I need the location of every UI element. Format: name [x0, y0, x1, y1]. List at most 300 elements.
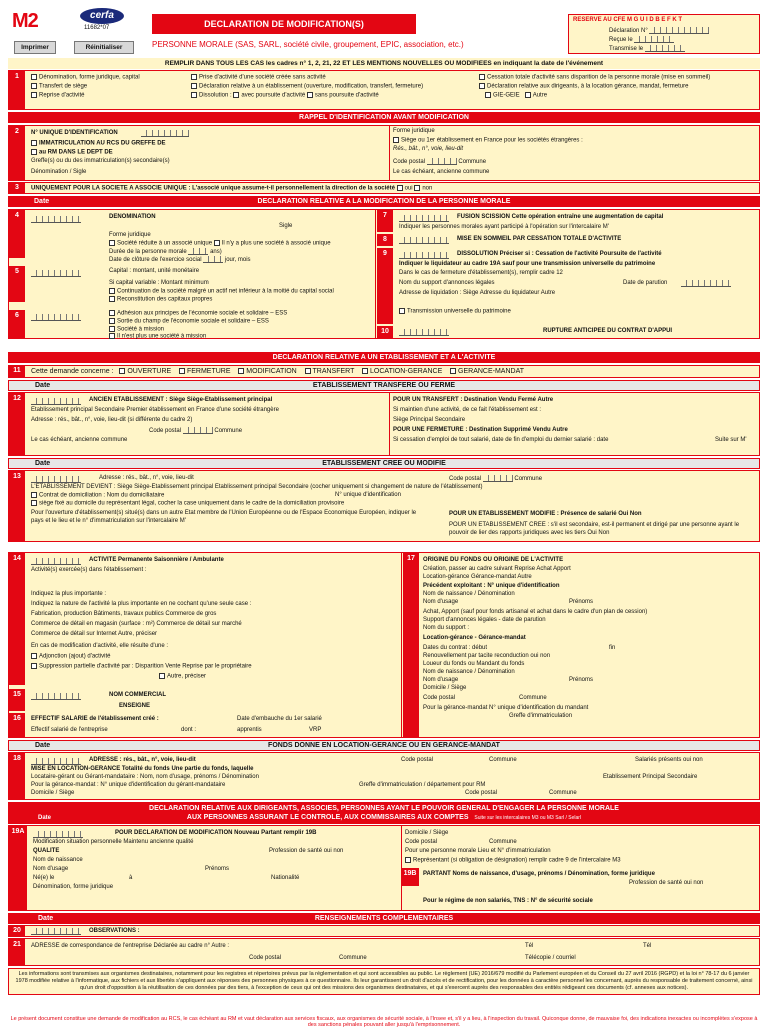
siege-label: Siège ou 1er établissement en France pour les sociétés étrangères : [401, 137, 583, 144]
dirigeants-bar [8, 802, 760, 824]
sec14-date-field[interactable] [31, 558, 81, 565]
sec5-date-field[interactable] [31, 270, 81, 277]
renseignements-bar-title: RENSEIGNEMENTS COMPLEMENTAIRES [314, 915, 454, 922]
section-21 [8, 938, 760, 966]
reconstitution-row [109, 296, 212, 303]
origine-fonds-label: ORIGINE DU FONDS OU ORIGINE DE L'ACTIVITE [423, 557, 564, 563]
plus-importante-label: Indiquez la plus importante : [31, 591, 107, 597]
section-12 [8, 392, 760, 456]
contrat-fin-label: fin [609, 645, 616, 651]
checkbox[interactable] [405, 857, 411, 863]
checkbox[interactable] [31, 663, 37, 669]
duree-label: Durée de la personne morale [109, 249, 187, 255]
renseignements-bar [8, 913, 760, 924]
suite-m-label: Suite sur M' [715, 437, 747, 443]
nom-naissance-label: Nom de naissance [33, 857, 83, 863]
no-mission-label: Il n'est plus une société à mission [117, 333, 207, 340]
domiciliation-label: Contrat de domiciliation : Nom du domiciliataire [39, 492, 165, 499]
section-number: 14 [9, 553, 25, 685]
section-number: 6 [9, 310, 25, 338]
etab-modifie-salarie: POUR UN ETABLISSEMENT MODIFIE : Présence de salarié Oui Non [449, 511, 642, 517]
rupture-label: RUPTURE ANTICIPEE DU CONTRAT D'APPUI [543, 328, 673, 334]
checkbox[interactable] [362, 368, 368, 374]
dirigeants-bar-line2 [8, 813, 760, 823]
checkbox[interactable] [109, 333, 115, 339]
fermeture-dest-label: POUR UNE FERMETURE : Destination Supprimé Vendu Autre [393, 427, 568, 433]
sec1-option-label: Prise d'activité d'une société créée sans activité [199, 74, 326, 81]
corr-cp-label: Code postal [249, 955, 282, 961]
oui-label: oui [404, 185, 413, 192]
sec6-date-field[interactable] [31, 314, 81, 321]
capital-label: Capital : montant, unité monétaire [109, 268, 200, 274]
nouvelle-adresse-label: Adresse : rés., bât., n°, voie, lieu-dit [99, 475, 194, 481]
nature-activite-label: Indiquez la nature de l'activité la plus importante en ne cochant qu'une seule case : [31, 601, 252, 607]
apprentis-label: apprentis [237, 727, 262, 733]
support-parution-label: Support d'annonces légales - date de parution [423, 617, 546, 623]
checkbox[interactable] [479, 83, 485, 89]
cerfa-logo: cerfa [80, 8, 124, 24]
form-title: DECLARATION DE MODIFICATION(S) [152, 14, 416, 34]
lg-bar [8, 740, 760, 751]
lg-cp-label: Code postal [401, 757, 434, 763]
checkbox[interactable] [485, 92, 491, 98]
cfe-transmitted-field[interactable] [645, 45, 685, 52]
mission-label: Société à mission [117, 326, 165, 333]
etab-bar: DECLARATION RELATIVE A UN ETABLISSEMENT ET A L'ACTIVITE [8, 352, 760, 363]
fusion-note: Indiquer les personnes morales ayant participé à l'opération sur l'intercalaire M' [399, 224, 609, 230]
activite-label: ACTIVITE Permanente Saisonnière / Ambulante [89, 557, 224, 563]
checkbox[interactable] [31, 500, 37, 506]
lg-bar-date: Date [35, 742, 51, 749]
cree-bar-date: Date [35, 460, 51, 467]
ess-adhesion-label: Adhésion aux principes de l'économie sociale et solidaire – ESS [117, 310, 288, 317]
salaries-presents-label: Salariés présents oui non [635, 757, 703, 763]
mission-row [109, 326, 164, 333]
adjonction-row [31, 653, 111, 660]
modif-bar-title: DECLARATION RELATIVE A LA MODIFICATION DE LA PERSONNE MORALE [257, 198, 511, 205]
loueur-cp-label: Code postal [423, 695, 456, 701]
rcs-label [31, 140, 166, 147]
checkbox[interactable] [109, 288, 115, 294]
notice-top: REMPLIR DANS TOUS LES CAS les cadres n° 1, 2, 21, 22 ET LES MENTIONS NOUVELLES OU MODIFIEES en indiquant la date de l'événement [8, 58, 760, 69]
sec1-option-1[interactable] [31, 74, 140, 81]
nom-usage-label: Nom d'usage [423, 599, 459, 605]
sec8-date-field[interactable] [399, 237, 449, 244]
mandant-greffe-label: Greffe d'immatriculation [509, 713, 573, 719]
partant-sante-label: Profession de santé oui non [629, 880, 704, 886]
tup-row [399, 308, 511, 315]
section-number: 12 [9, 393, 25, 455]
section-18 [8, 752, 760, 800]
domiciliation-row [31, 492, 164, 499]
mandant-id-label: Pour la gérance-mandat N° unique d'identification du mandant [423, 705, 589, 711]
vrp-label: VRP [309, 727, 322, 733]
nature-row-3: Commerce de détail sur Internet Autre, préciser [31, 631, 158, 637]
checkbox[interactable] [109, 310, 115, 316]
capital-variable-label: Si capital variable : Montant minimum [109, 280, 209, 286]
dir-commune-label: Commune [489, 839, 517, 845]
ess-sortie-row [109, 318, 269, 325]
activites-exercees-label: Activité(s) exercée(s) dans l'établissement : [31, 567, 147, 573]
loueur-usage-label: Nom d'usage [423, 677, 459, 683]
maintien-type-row: Siège Principal Secondaire [393, 417, 466, 423]
associe-unique-question: UNIQUEMENT POUR LA SOCIETE A ASSOCIE UNIQUE : L'associé unique assume-t-il personnellement la direction de la société [31, 185, 395, 192]
cree-bar [8, 458, 760, 469]
siege-domicile-label: siège fixé au domicile du représentant légal, cocher la case uniquement dans le cadre de la domiciliation provisoire [39, 500, 345, 507]
section-number: 1 [9, 71, 25, 109]
checkbox[interactable] [109, 296, 115, 302]
partant-label: PARTANT Noms de naissance, d'usage, prénoms / Dénomination, forme juridique [423, 871, 655, 877]
cfe-received-field[interactable] [634, 36, 674, 43]
checkbox[interactable] [191, 92, 197, 98]
liquidateur-label: Indiquer le liquidateur au cadre 19A sauf pour une transmission universelle du patrimoine [399, 261, 656, 267]
renseignements-bar-date: Date [38, 915, 54, 922]
plus-associe-unique-label: Il n'y a plus une société à associé unique [221, 240, 331, 247]
transfert-bar-title: ETABLISSEMENT TRANSFERE OU FERME [312, 382, 456, 389]
checkbox[interactable] [159, 673, 165, 679]
checkbox[interactable] [399, 308, 405, 314]
form-code: M2 [12, 10, 38, 32]
jour-mois-label: jour, mois [224, 257, 251, 263]
sec1-option-label: Reprise d'activité [39, 92, 85, 99]
cfe-declaration-field[interactable] [649, 27, 709, 34]
parution-date-field[interactable] [681, 280, 731, 287]
fermeture-etab-label: Dans le cas de fermeture d'établissement(s), remplir cadre 12 [399, 270, 563, 276]
siege-domicile-row [31, 500, 344, 507]
checkbox[interactable] [305, 368, 311, 374]
checkbox[interactable] [479, 74, 485, 80]
checkbox[interactable] [109, 318, 115, 324]
cfe-heading: RESERVE AU CFE M G U I D B E F K T [573, 17, 683, 23]
loueur-commune-label: Commune [519, 695, 547, 701]
section-11 [8, 365, 760, 378]
checkbox[interactable] [31, 140, 37, 146]
unique-id-label: N° UNIQUE D'IDENTIFICATION [31, 130, 118, 136]
sec7-date-field[interactable] [399, 215, 449, 222]
print-button[interactable]: Imprimer [14, 41, 56, 54]
sec1-option-label: Dénomination, forme juridique, capital [39, 74, 140, 81]
checkbox[interactable] [393, 137, 399, 143]
non-label: non [422, 185, 433, 192]
dirigeants-bar-date: Date [38, 815, 52, 821]
section-number: 13 [9, 471, 25, 541]
suppression-label: Suppression partielle d'activité par : Disparition Vente Reprise par le propriétaire [39, 663, 252, 670]
cloture-row [109, 256, 251, 263]
cree-bar-title: ETABLISSEMENT CREE OU MODIFIE [322, 460, 446, 467]
code-postal-field[interactable] [427, 158, 457, 165]
dirigeants-suite: Suite sur les intercalaires M3 ou M3 Sarl / Selarl [474, 815, 582, 821]
denom-forme-label: Dénomination, forme juridique [33, 884, 114, 890]
code-postal-label: Code postal [449, 476, 482, 482]
nom-naissance-label: Nom de naissance / Dénomination [423, 591, 515, 597]
code-postal-row [393, 158, 486, 165]
checkbox[interactable] [238, 368, 244, 374]
dissolution-option: sans poursuite d'activité [314, 92, 379, 99]
sec1-option-gie[interactable] [485, 92, 547, 99]
sec1-option-8[interactable] [479, 83, 688, 90]
form-subtitle: PERSONNE MORALE (SAS, SARL, société civile, groupement, EPIC, association, etc.) [152, 40, 464, 49]
gm-greffe-label: Greffe d'immatriculation / département pour RM [359, 782, 486, 788]
section-number: 2 [9, 126, 25, 180]
ne-a-label: à [129, 875, 133, 881]
cloture-field[interactable] [203, 256, 223, 263]
page-break [8, 544, 760, 552]
section-number: 11 [9, 366, 25, 377]
origine-row-2: Location-gérance Gérance-mandat Autre [423, 574, 532, 580]
section-number: 15 [9, 689, 25, 711]
modif-activite-label: En cas de modification d'activité, elle résulte d'une : [31, 643, 169, 649]
sec20-date-field[interactable] [31, 928, 81, 935]
contrat-debut-label: Dates du contrat : début [423, 645, 488, 651]
code-postal-label: Code postal [393, 159, 426, 165]
lg-bar-title: FONDS DONNE EN LOCATION-GERANCE OU EN GERANCE-MANDAT [268, 742, 500, 749]
prenoms-label: Prénoms [569, 599, 594, 605]
gerance-mandat-label: GERANCE-MANDAT [458, 368, 525, 375]
checkbox[interactable] [214, 240, 220, 246]
cp-row [449, 475, 542, 482]
dissolution-label: DISSOLUTION Préciser si : Cessation de l'activité Poursuite de l'activité [457, 251, 662, 257]
ess-sortie-label: Sortie du champ de l'économie sociale et solidaire – ESS [117, 318, 269, 325]
mise-en-sommeil-label: MISE EN SOMMEIL PAR CESSATION TOTALE D'ACTIVITE [457, 236, 622, 242]
adjonction-label: Adjonction (ajout) d'activité [39, 653, 111, 660]
checkbox[interactable] [31, 653, 37, 659]
checkbox[interactable] [31, 83, 37, 89]
sec19-date-field[interactable] [33, 831, 83, 838]
representant-row [405, 857, 621, 864]
sec18-date-field[interactable] [31, 758, 81, 765]
section-number: 3 [9, 183, 25, 193]
nationalite-label: Nationalité [271, 875, 300, 881]
commune-label: Commune [458, 159, 487, 165]
concerne-row [31, 368, 524, 375]
reset-button[interactable]: Réinitialiser [74, 41, 134, 54]
checkbox[interactable] [31, 492, 37, 498]
duree-row [109, 248, 222, 255]
sec1-option-label: GIE-GEIE [493, 92, 520, 99]
nature-row-2: Commerce de détail en magasin (surface : m²) Commerce de détail sur marché [31, 621, 242, 627]
sections-14-17 [8, 552, 760, 738]
column-divider [401, 553, 402, 737]
observations-label: OBSERVATIONS : [89, 928, 140, 934]
checkbox[interactable] [109, 326, 115, 332]
reconstitution-label: Reconstitution des capitaux propres [117, 296, 213, 303]
tel-label-1: Tél [525, 943, 534, 949]
legal-notice: Les informations sont transmises aux organismes destinataires, notamment pour les registres et répertoires prévus par la réglementation et qui sont accessibles au public. Le règlement (UE) 2016/679 modifié du Parlement européen et du Conseil du 27 avril 2016 (RGPD) et la loi n° 78-17 du 6 janvier 1978 modifiée relative à l'informatique, aux fichiers et aux libertés s'appliquent aux réponses des personnes physiques à ce questionnaire. Ils leur garantissent un droit d'accès et de rectification, pour les données à caractère personnel les concernant, auprès du responsable de traitement concerné, ainsi qu'un droit d'opposition à la réutilisation de ces données par des tiers, à l'exception de ceux qui ont des missions des organismes destinataires, et qui s'exercent auprès des responsables des entités rédigeant ces documents (cf. annexes aux notices). [8, 968, 760, 995]
telecopie-label: Télécopie / courriel [525, 955, 576, 961]
checkbox[interactable] [307, 92, 313, 98]
corr-commune-label: Commune [339, 955, 367, 961]
sec1-option-label: Dissolution : [199, 92, 232, 99]
cfe-declaration-label: Déclaration N° [609, 28, 648, 34]
code-postal-field[interactable] [483, 475, 513, 482]
loueur-prenoms-label: Prénoms [569, 677, 594, 683]
sec1-option-3[interactable] [31, 92, 85, 99]
checkbox[interactable] [31, 149, 37, 155]
transfert-bar [8, 380, 760, 391]
checkbox[interactable] [233, 92, 239, 98]
situation-perso-label: Modification situation personnelle Maintenu ancienne qualité [33, 839, 194, 845]
checkbox[interactable] [414, 185, 420, 191]
code-postal-label: Code postal [149, 428, 182, 434]
fermeture-label: FERMETURE [186, 368, 231, 375]
forme-juridique-label: Forme juridique [109, 232, 151, 238]
section-number: 21 [9, 939, 25, 965]
nature-row-1: Fabrication, production Bâtiments, travaux publics Commerce de gros [31, 611, 217, 617]
cessation-emploi-label: Si cessation d'emploi de tout salarié, date de fin d'emploi du dernier salarié : date [393, 437, 609, 443]
denomination-label: Dénomination / Sigle [31, 169, 87, 175]
autre-preciser-row [159, 673, 206, 680]
cfe-transmitted-row [609, 45, 685, 52]
location-gerance-label: LOCATION-GERANCE [370, 368, 443, 375]
pm-immat-label: Pour une personne morale Lieu et N° d'immatriculation [405, 848, 551, 854]
transfert-bar-date: Date [35, 382, 51, 389]
suppression-row [31, 663, 252, 670]
section-1 [8, 70, 760, 110]
sigle-label: Sigle [279, 223, 293, 229]
adresse-liquidation-label: Adresse de liquidation : Siège Adresse du liquidateur Autre [399, 290, 556, 296]
nom-usage-label: Nom d'usage [33, 866, 69, 872]
qualite-label: QUALITE [33, 848, 60, 854]
section-number: 5 [9, 266, 25, 302]
section-number: 18 [9, 753, 25, 799]
sec1-option-4[interactable] [191, 74, 326, 81]
section-number: 20 [9, 926, 25, 936]
representant-label: Représentant (si obligation de désignation) remplir cadre 9 de l'intercalaire M3 [413, 857, 621, 864]
domiciliataire-id-label: N° unique d'identification [335, 492, 401, 498]
checkbox[interactable] [179, 368, 185, 374]
origine-row-1: Création, passer au cadre suivant Reprise Achat Apport [423, 566, 571, 572]
ancien-cp-row [149, 427, 242, 434]
loueur-nom-label: Nom de naissance / Dénomination [423, 669, 515, 675]
sec1-option-label: Cessation totale d'activité sans disparition de la personne morale (mise en sommeil) [487, 74, 711, 81]
section-number: 17 [403, 553, 419, 737]
sec1-option-label: Déclaration relative aux dirigeants, à la location gérance, mandat, fermeture [487, 83, 689, 90]
sec12-date-field[interactable] [31, 398, 81, 405]
sec4-date-field[interactable] [31, 216, 81, 223]
domicile-siege-label: Domicile / Siège [405, 830, 449, 836]
achat-apport-label: Achat, Apport (sauf pour fonds artisanal et achat dans le cadre d'un plan de cession) [423, 609, 648, 615]
precedent-exploitant-label: Précédent exploitant : N° unique d'identification [423, 583, 560, 589]
siege-row [393, 137, 583, 144]
sec1-option-2[interactable] [31, 83, 87, 90]
effectif-cree-label: EFFECTIF SALARIE de l'établissement créé : [31, 716, 159, 722]
checkbox[interactable] [450, 368, 456, 374]
checkbox[interactable] [397, 185, 403, 191]
cfe-transmitted-label: Transmise le [609, 46, 644, 52]
etab-type-row: Etablissement principal Secondaire Premier établissement en France d'une société étrangère [31, 407, 279, 413]
sec15-date-field[interactable] [31, 693, 81, 700]
section-number: 8 [377, 234, 393, 246]
associe-unique-label: Société réduite à un associé unique [117, 240, 213, 247]
sec9-date-field[interactable] [399, 252, 449, 259]
no-mission-row [109, 333, 206, 340]
column-divider [389, 126, 390, 180]
section-number: 7 [377, 210, 393, 232]
cfe-reserved-box [568, 14, 760, 54]
rappel-bar: RAPPEL D'IDENTIFICATION AVANT MODIFICATION [8, 112, 760, 123]
cloture-label: Date de clôture de l'exercice social [109, 257, 202, 263]
continuation-row [109, 288, 334, 295]
rcs-label-text: IMMATRICULATION AU RCS DU GREFFE DE [39, 140, 166, 147]
sec13-date-field[interactable] [31, 476, 81, 483]
lg-adresse-label: ADRESSE : rés., bât., n°, voie, lieu-dit [89, 757, 196, 763]
unique-id-field[interactable] [141, 130, 189, 137]
dont-label: dont : [181, 727, 197, 733]
greffe-label: Greffe(s) ou du des immatriculation(s) secondaire(s) [31, 158, 170, 164]
ans-label: ans) [210, 249, 222, 255]
ancien-adresse-label: Adresse : rés., bât., n°, voie, lieu-dit (si différente du cadre 2) [31, 417, 193, 423]
modif-bar-date: Date [34, 198, 50, 205]
sec1-option-5[interactable] [191, 83, 423, 90]
parution-date-label: Date de parution [623, 280, 668, 286]
section-13 [8, 470, 760, 542]
section-number: 9 [377, 248, 393, 324]
dirigeants-bar-line1: DECLARATION RELATIVE AUX DIRIGEANTS, ASSOCIES, PERSONNES AYANT LE POUVOIR GENERAL D'ENGAGER LA PERSONNE MORALE [149, 805, 619, 812]
tup-label: Transmission universelle du patrimoine [407, 308, 511, 315]
rm-label-text: au RM DANS LE DEPT DE [39, 149, 113, 156]
sec1-option-7[interactable] [479, 74, 710, 81]
dirigeants-bar-line2-text: AUX PERSONNES ASSURANT LE CONTROLE, AUX COMMISSAIRES AUX COMPTES [186, 814, 469, 821]
checkbox[interactable] [31, 92, 37, 98]
sections-4-10 [8, 209, 760, 339]
ouverture-label: OUVERTURE [127, 368, 172, 375]
duree-field[interactable] [188, 248, 208, 255]
section-number: 16 [9, 713, 25, 737]
fusion-label: FUSION SCISSION Cette opération entraîne une augmentation de capital [457, 214, 664, 220]
checkbox[interactable] [191, 74, 197, 80]
etab-devient-label: L'ETABLISSEMENT DEVIENT : Siège Siège-Etablissement principal Etablissement principal Secondaire (cocher uniquement si changement de nature de l'établissement) [31, 484, 483, 490]
checkbox[interactable] [109, 240, 115, 246]
lg-etab-type: Etablissement Principal Secondaire [603, 774, 698, 780]
dissolution-option: avec poursuite d'activité [241, 92, 306, 99]
checkbox[interactable] [119, 368, 125, 374]
associe-unique-row [109, 240, 331, 247]
sec1-option-6[interactable] [191, 92, 379, 99]
section-number: 19A [9, 826, 27, 910]
dir-cp-label: Code postal [405, 839, 438, 845]
prof-sante-label: Profession de santé oui non [269, 848, 344, 854]
sec10-date-field[interactable] [399, 329, 449, 336]
modification-label: MODIFICATION [246, 368, 297, 375]
address-hint: Rés., bât., n°, voie, lieu-dit [393, 146, 464, 152]
prenoms-label: Prénoms [205, 866, 230, 872]
section-2 [8, 125, 760, 181]
etab-cree-note: POUR UN ETABLISSEMENT CREE : s'il est secondaire, est-il permanent et dirigé par une personne ayant le pouvoir de lier des rapports juridiques avec les tiers Oui Non [449, 522, 740, 536]
section-number: 19B [401, 868, 419, 886]
checkbox[interactable] [525, 92, 531, 98]
gm-id-label: Pour la gérance-mandat : N° unique d'identification du gérant-mandataire [31, 782, 226, 788]
embauche-label: Date d'embauche du 1er salarié [237, 716, 322, 722]
code-postal-field[interactable] [183, 427, 213, 434]
effectif-entreprise-label: Effectif salarié de l'entreprise [31, 727, 108, 733]
cfe-declaration-row [609, 27, 709, 34]
loueur-label: Loueur du fonds ou Mandant du fonds [423, 661, 525, 667]
transfert-label: TRANSFERT [312, 368, 355, 375]
modif-declaration-label: POUR DECLARATION DE MODIFICATION Nouveau Partant remplir 19B [115, 830, 317, 836]
associe-unique-text [31, 185, 432, 192]
continuation-label: Continuation de la société malgré un actif net inférieur à la moitié du capital social [117, 288, 334, 295]
lg-domicile-commune-label: Commune [549, 790, 577, 796]
enseigne-label: ENSEIGNE [119, 703, 151, 709]
commune-label: Commune [514, 476, 543, 482]
nom-commercial-label: NOM COMMERCIAL [109, 692, 166, 698]
modif-bar [8, 196, 760, 207]
column-divider [389, 393, 390, 455]
cerfa-number: 11682*07 [84, 25, 110, 31]
section-19 [8, 825, 760, 911]
checkbox[interactable] [31, 74, 37, 80]
checkbox[interactable] [191, 83, 197, 89]
